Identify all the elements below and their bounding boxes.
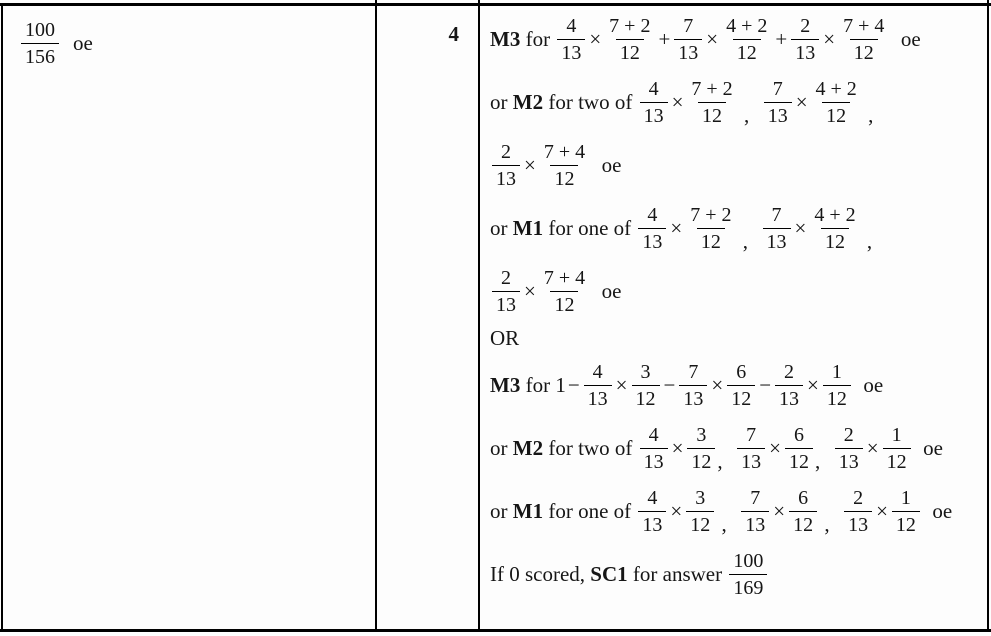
answer-oe-label: oe <box>73 31 93 55</box>
operator: × <box>823 27 836 51</box>
fraction-denominator: 12 <box>883 448 911 474</box>
operator: × <box>524 153 536 177</box>
column-divider-marks-notes <box>478 0 480 632</box>
fraction <box>791 14 819 65</box>
fraction-numerator: 4 + 2 <box>815 78 857 100</box>
fraction <box>835 423 863 474</box>
fraction-numerator: 1 <box>900 487 911 509</box>
fraction <box>674 14 702 65</box>
fraction <box>775 360 803 411</box>
fraction-denominator: 12 <box>727 385 755 411</box>
table-border-bottom <box>0 629 991 632</box>
column-divider-answer-marks <box>375 0 377 632</box>
fraction-numerator: 2 <box>800 15 811 37</box>
fraction-numerator: 2 <box>784 361 795 383</box>
operator: × <box>615 373 628 397</box>
fraction-numerator: 1 <box>831 361 842 383</box>
fraction-denominator: 12 <box>550 291 578 317</box>
fraction <box>844 486 872 537</box>
fraction-denominator: 12 <box>789 511 817 537</box>
operator: × <box>671 90 684 114</box>
formula-text: , <box>861 229 873 253</box>
operator: − <box>567 373 580 397</box>
fraction-numerator: 4 <box>648 424 659 446</box>
operator: × <box>589 27 602 51</box>
fraction <box>810 203 859 254</box>
operator: × <box>670 216 683 240</box>
notes-cell <box>482 6 985 628</box>
fraction-numerator: 2 <box>501 141 511 163</box>
fraction-numerator: 7 + 2 <box>609 15 651 37</box>
fraction <box>727 360 755 411</box>
fraction <box>679 360 707 411</box>
fraction <box>729 549 767 600</box>
fraction <box>687 77 736 128</box>
fraction-denominator: 13 <box>775 385 803 411</box>
fraction <box>737 423 765 474</box>
fraction-numerator: 6 <box>736 361 747 383</box>
formula-text: for answer <box>627 562 728 586</box>
fraction <box>789 486 817 537</box>
fraction-numerator: 3 <box>640 361 651 383</box>
fraction-denominator: 13 <box>741 511 769 537</box>
formula-text: OR <box>490 326 520 350</box>
formula-text: for two of <box>543 436 638 460</box>
fraction-denominator: 13 <box>679 385 707 411</box>
formula-text: oe <box>890 27 921 51</box>
fraction <box>638 486 666 537</box>
formula-line <box>490 323 985 354</box>
mark-code-label: M1 <box>512 499 544 523</box>
fraction <box>823 360 851 411</box>
answer-fraction <box>21 18 59 69</box>
mark-code-label: SC1 <box>590 562 628 586</box>
formula-text: or <box>490 216 513 240</box>
fraction <box>492 140 520 191</box>
operator: × <box>876 499 888 523</box>
operator: × <box>795 90 808 114</box>
fraction-numerator: 7 <box>772 78 783 100</box>
fraction <box>540 140 589 191</box>
answer-fraction-denominator: 156 <box>21 43 59 69</box>
fraction <box>812 77 861 128</box>
formula-text: for one of <box>543 216 637 240</box>
fraction <box>722 14 771 65</box>
fraction-denominator: 13 <box>638 511 666 537</box>
fraction-numerator: 1 <box>891 424 902 446</box>
fraction-denominator: 13 <box>737 448 765 474</box>
operator: × <box>794 216 807 240</box>
fraction-numerator: 7 + 2 <box>691 78 733 100</box>
formula-line <box>490 134 985 197</box>
fraction <box>763 203 791 254</box>
fraction <box>540 266 589 317</box>
formula-text: for <box>520 27 556 51</box>
operator: × <box>807 373 819 397</box>
fraction-denominator: 12 <box>892 511 920 537</box>
fraction-numerator: 3 <box>695 487 706 509</box>
fraction <box>839 14 888 65</box>
fraction-numerator: 7 + 4 <box>543 267 586 289</box>
fraction-denominator: 169 <box>729 574 767 600</box>
fraction-numerator: 6 <box>798 487 809 509</box>
fraction <box>883 423 911 474</box>
formula-line <box>490 417 985 480</box>
fraction <box>638 203 666 254</box>
mark-code-label: M2 <box>512 436 544 460</box>
fraction <box>764 77 792 128</box>
fraction-denominator: 12 <box>821 228 849 254</box>
operator: × <box>711 373 724 397</box>
fraction-denominator: 13 <box>844 511 872 537</box>
fraction-denominator: 13 <box>638 228 666 254</box>
fraction-numerator: 4 + 2 <box>814 204 856 226</box>
formula-text: , <box>815 449 831 473</box>
fraction-numerator: 7 <box>771 204 782 226</box>
formula-line <box>490 260 985 323</box>
operator: × <box>866 436 879 460</box>
operator: × <box>524 279 536 303</box>
formula-text: , <box>717 449 734 473</box>
formula-text: oe <box>591 279 622 303</box>
fraction-numerator: 2 <box>843 424 854 446</box>
formula-text: , <box>738 103 760 127</box>
marks-cell: 4 <box>448 22 459 46</box>
fraction-numerator: 7 <box>683 15 694 37</box>
operator: + <box>658 27 671 51</box>
mark-code-label: M2 <box>512 90 544 114</box>
fraction-denominator: 12 <box>823 385 851 411</box>
fraction-denominator: 13 <box>674 39 702 65</box>
mark-code-label: M3 <box>490 27 521 51</box>
fraction-numerator: 6 <box>794 424 804 446</box>
operator: − <box>663 373 676 397</box>
formula-line <box>490 354 985 417</box>
operator: × <box>671 436 684 460</box>
fraction-denominator: 12 <box>686 511 714 537</box>
formula-text: , <box>716 512 738 536</box>
fraction <box>785 423 813 474</box>
formula-text: If 0 scored, <box>490 562 591 586</box>
fraction-numerator: 4 <box>592 361 603 383</box>
formula-line <box>490 197 985 260</box>
fraction-denominator: 12 <box>698 102 726 128</box>
formula-line <box>490 480 985 543</box>
fraction-numerator: 4 <box>566 15 577 37</box>
fraction-numerator: 4 <box>648 78 659 100</box>
fraction-denominator: 12 <box>616 39 644 65</box>
fraction <box>686 486 714 537</box>
formula-text: oe <box>912 436 943 460</box>
fraction-denominator: 13 <box>835 448 863 474</box>
fraction-denominator: 12 <box>850 39 878 65</box>
fraction <box>557 14 585 65</box>
fraction <box>640 423 668 474</box>
fraction-numerator: 7 <box>750 487 761 509</box>
formula-text: or <box>490 90 513 114</box>
formula-line <box>490 71 985 134</box>
fraction-numerator: 7 + 4 <box>843 15 885 37</box>
fraction <box>892 486 920 537</box>
fraction-numerator: 4 + 2 <box>726 15 768 37</box>
mark-code-label: M1 <box>512 216 544 240</box>
fraction-denominator: 13 <box>584 385 612 411</box>
fraction <box>741 486 769 537</box>
formula-text: , <box>862 103 874 127</box>
formula-line <box>490 543 985 606</box>
fraction-denominator: 13 <box>791 39 819 65</box>
formula-text: for one of <box>543 499 637 523</box>
fraction-numerator: 7 <box>688 361 699 383</box>
fraction-denominator: 12 <box>687 448 715 474</box>
fraction-denominator: 12 <box>632 385 660 411</box>
fraction-denominator: 13 <box>492 165 520 191</box>
formula-text: , <box>737 229 759 253</box>
fraction-denominator: 13 <box>640 102 668 128</box>
fraction-denominator: 12 <box>822 102 850 128</box>
formula-text: oe <box>852 373 884 397</box>
formula-text: or <box>490 499 513 523</box>
formula-text: oe <box>591 153 622 177</box>
operator: × <box>706 27 719 51</box>
fraction-numerator: 7 <box>746 424 757 446</box>
answer-cell <box>3 6 373 69</box>
fraction-numerator: 100 <box>733 550 764 572</box>
mark-code-label: M3 <box>490 373 521 397</box>
fraction-denominator: 13 <box>492 291 520 317</box>
operator: × <box>773 499 786 523</box>
formula-text: or <box>490 436 513 460</box>
fraction-denominator: 13 <box>557 39 585 65</box>
operator: − <box>759 373 772 397</box>
fraction <box>584 360 612 411</box>
fraction-denominator: 13 <box>763 228 791 254</box>
notes-lines <box>490 8 985 606</box>
table-border-left <box>1 3 3 632</box>
fraction-numerator: 3 <box>696 424 707 446</box>
fraction <box>605 14 654 65</box>
fraction <box>686 203 735 254</box>
fraction <box>687 423 715 474</box>
fraction <box>640 77 668 128</box>
fraction-denominator: 12 <box>550 165 578 191</box>
fraction-denominator: 12 <box>697 228 725 254</box>
table-border-right <box>987 0 989 632</box>
fraction-denominator: 13 <box>764 102 792 128</box>
formula-line <box>490 8 985 71</box>
operator: × <box>769 436 781 460</box>
operator: + <box>775 27 788 51</box>
operator: × <box>670 499 683 523</box>
fraction-denominator: 12 <box>785 448 813 474</box>
fraction-numerator: 4 <box>647 487 658 509</box>
fraction-numerator: 2 <box>853 487 864 509</box>
fraction-denominator: 13 <box>640 448 668 474</box>
formula-text: for two of <box>543 90 638 114</box>
fraction-numerator: 7 + 2 <box>690 204 732 226</box>
fraction-denominator: 12 <box>733 39 761 65</box>
formula-text: oe <box>921 499 953 523</box>
answer-fraction-numerator: 100 <box>25 19 55 41</box>
fraction-numerator: 2 <box>501 267 511 289</box>
fraction-numerator: 7 + 4 <box>543 141 586 163</box>
fraction <box>492 266 520 317</box>
fraction <box>632 360 660 411</box>
formula-text: for 1 <box>520 373 566 397</box>
formula-text: , <box>819 512 841 536</box>
fraction-numerator: 4 <box>647 204 658 226</box>
